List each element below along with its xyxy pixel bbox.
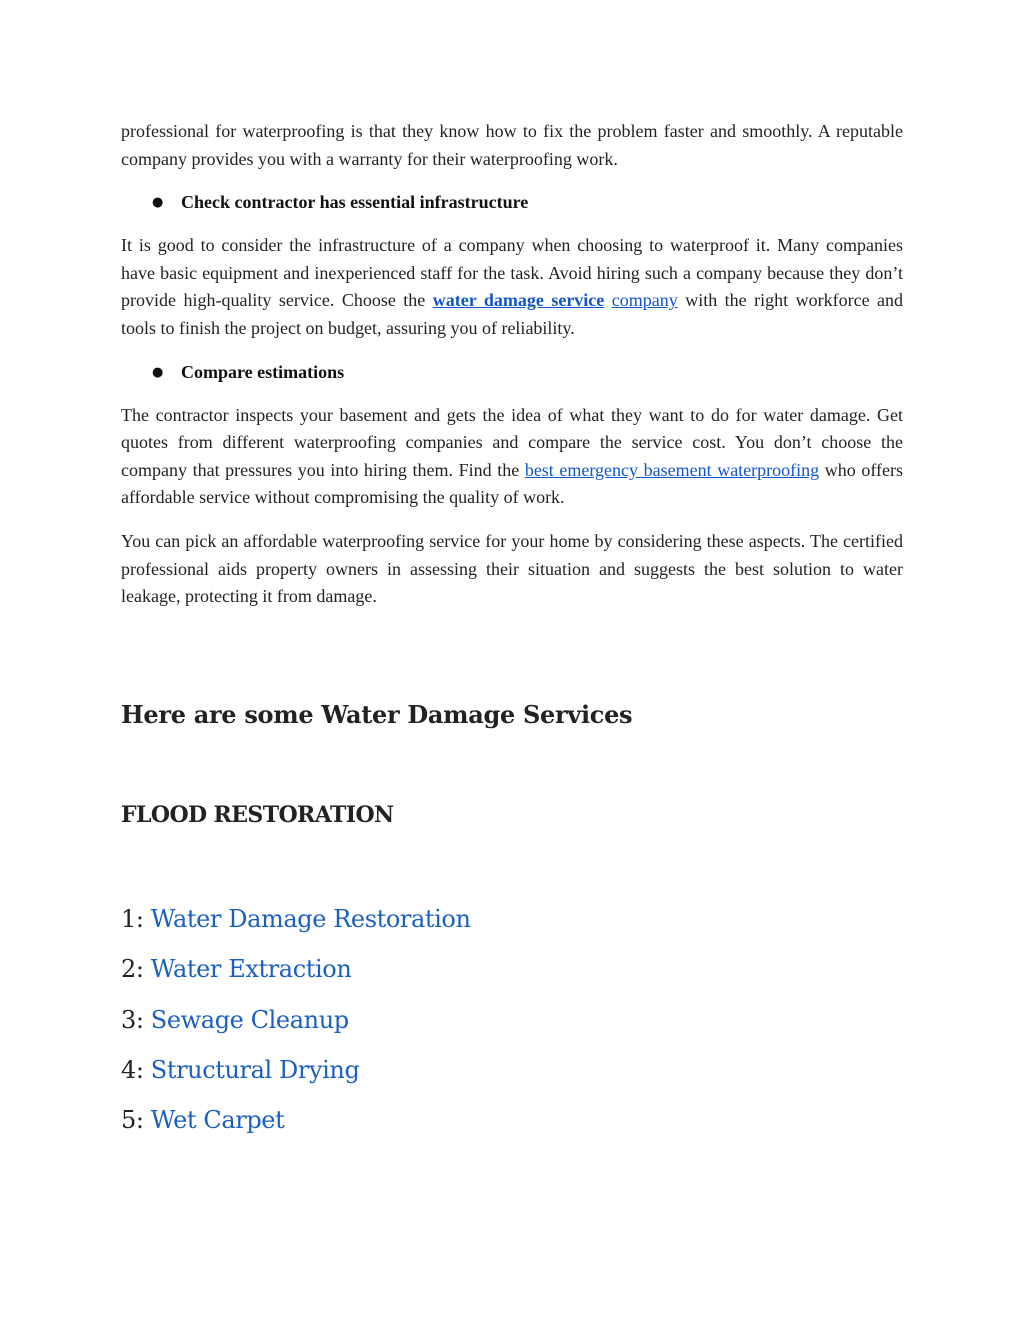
service-link-water-damage-restoration[interactable]: Water Damage Restoration — [150, 905, 471, 933]
document-body — [121, 118, 903, 627]
bullet-dot-icon: ● — [152, 364, 164, 380]
service-item — [121, 1051, 471, 1101]
service-number: 1: — [121, 905, 144, 933]
paragraph-infrastructure — [121, 232, 903, 342]
paragraph-text: with the right workforce and tools to finish the project on budget, assuring you of reliability. — [121, 290, 904, 338]
service-number: 5: — [121, 1106, 144, 1135]
flood-restoration-heading: FLOOD RESTORATION — [121, 802, 394, 828]
paragraph-warranty: professional for waterproofing is that they know how to fix the problem faster and smoothly. A reputable company provides you with a warranty for their waterproofing work. — [121, 121, 903, 169]
bullet-dot-icon: ● — [152, 195, 164, 211]
service-number: 3: — [121, 1005, 144, 1034]
basement-waterproofing-link[interactable]: best emergency basement waterproofing — [524, 459, 820, 480]
paragraph-text: It is good to consider the infrastructure of a company when choosing to waterproof it. Many companies have basic equipment and inexperienced staff for the task. Avoid hiring such a company because they don’t provide high-quality service. Choose the — [121, 235, 903, 311]
bullet-estimations — [121, 359, 903, 386]
bullet-label: Compare estimations — [181, 361, 345, 382]
service-number: 4: — [121, 1055, 144, 1084]
company-link[interactable]: company — [611, 290, 678, 311]
bullet-label: Check contractor has essential infrastructure — [181, 192, 529, 213]
service-link-structural-drying[interactable]: Structural Drying — [150, 1055, 360, 1084]
service-number: 2: — [121, 955, 144, 984]
service-item — [121, 950, 471, 1000]
service-item — [121, 900, 471, 950]
paragraph-conclusion: You can pick an affordable waterproofing service for your home by considering these aspects. The certified professional aids property owners in assessing their situation and suggests the best solution to water leakage, protecting it from damage. — [121, 530, 903, 607]
paragraph-text: who offers affordable service without compromising the quality of work. — [121, 459, 903, 508]
services-list — [121, 900, 471, 1151]
service-link-water-extraction[interactable]: Water Extraction — [150, 955, 352, 984]
services-heading: Here are some Water Damage Services — [121, 700, 633, 729]
water-damage-service-link[interactable]: water damage service — [432, 290, 605, 311]
paragraph-estimations — [121, 402, 903, 512]
paragraph-text: The contractor inspects your basement and gets the idea of what they want to do for water damage. Get quotes from different waterproofing companies and compare the service cost. You don’t choose the company that pressures you into hiring them. Find the — [121, 404, 903, 480]
service-link-wet-carpet[interactable]: Wet Carpet — [150, 1106, 285, 1135]
service-item — [121, 1101, 471, 1151]
service-item — [121, 1001, 471, 1051]
bullet-infrastructure — [121, 189, 903, 216]
service-link-sewage-cleanup[interactable]: Sewage Cleanup — [150, 1005, 349, 1034]
